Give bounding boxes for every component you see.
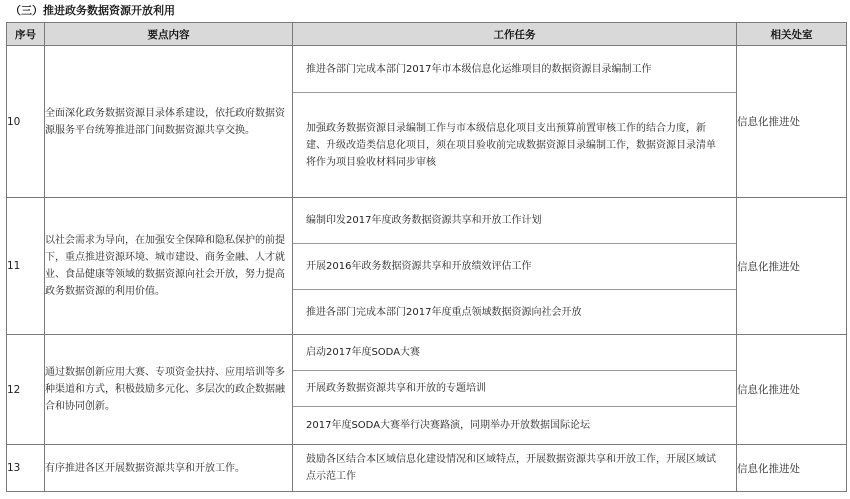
row-number: 13 xyxy=(7,445,45,492)
table-row-13 xyxy=(7,445,847,492)
header-serial-number: 序号 xyxy=(7,23,45,46)
row-number: 11 xyxy=(7,198,45,335)
task-item: 开展2016年政务数据资源共享和开放绩效评估工作 xyxy=(293,243,736,289)
task-list xyxy=(293,198,737,335)
section-title: （三）推进政务数据资源开放利用 xyxy=(10,4,175,17)
task-item: 2017年度SODA大赛举行决赛路演，同期举办开放数据国际论坛 xyxy=(293,406,736,444)
key-point-text: 全面深化政务数据资源目录体系建设，依托政府数据资源服务平台统筹推进部门间数据资源共享交换。 xyxy=(45,46,293,198)
task-item: 启动2017年度SODA大赛 xyxy=(306,347,421,358)
work-plan-table xyxy=(6,22,847,492)
task-item: 开展政务数据资源共享和开放的专题培训 xyxy=(293,370,736,406)
task-item: 鼓励各区结合本区域信息化建设情况和区域特点，开展数据资源共享和开放工作，开展区域试点示范工作 xyxy=(306,454,716,482)
task-item: 推进各部门完成本部门2017年市本级信息化运维项目的数据资源目录编制工作 xyxy=(306,63,652,75)
key-point-text: 通过数据创新应用大赛、专项资金扶持、应用培训等多种渠道和方式，积极鼓励多元化、多层次的政企数据融合和协同创新。 xyxy=(45,335,293,445)
row-number: 12 xyxy=(7,335,45,445)
department-cell: 信息化推进处 xyxy=(737,46,847,198)
table-row-12 xyxy=(7,335,847,445)
table-header-row xyxy=(7,23,847,46)
task-item: 编制印发2017年度政务数据资源共享和开放工作计划 xyxy=(306,215,542,226)
task-item: 推进各部门完成本部门2017年度重点领域数据资源向社会开放 xyxy=(293,289,736,334)
department-cell: 信息化推进处 xyxy=(737,445,847,492)
department-cell: 信息化推进处 xyxy=(737,198,847,335)
task-list xyxy=(293,445,737,492)
key-point-text: 以社会需求为导向，在加强安全保障和隐私保护的前提下，重点推进资源环境、城市建设、商务金融、人才就业、食品健康等领域的数据资源向社会开放，努力提高政务数据资源的利用价值。 xyxy=(45,198,293,335)
task-list xyxy=(293,46,737,198)
header-work-tasks: 工作任务 xyxy=(293,23,737,46)
table-row-10 xyxy=(7,46,847,198)
header-key-points: 要点内容 xyxy=(45,23,293,46)
department-cell: 信息化推进处 xyxy=(737,335,847,445)
table-row-11 xyxy=(7,198,847,335)
header-related-department: 相关处室 xyxy=(737,23,847,46)
key-point-text: 有序推进各区开展数据资源共享和开放工作。 xyxy=(45,445,293,492)
row-number: 10 xyxy=(7,46,45,198)
task-item: 加强政务数据资源目录编制工作与市本级信息化项目支出预算前置审核工作的结合力度，新建、升级改造类信息化项目，须在项目验收前完成数据资源目录编制工作，数据资源目录清单将作为项目验收材料同步审核 xyxy=(293,92,736,197)
task-list xyxy=(293,335,737,445)
